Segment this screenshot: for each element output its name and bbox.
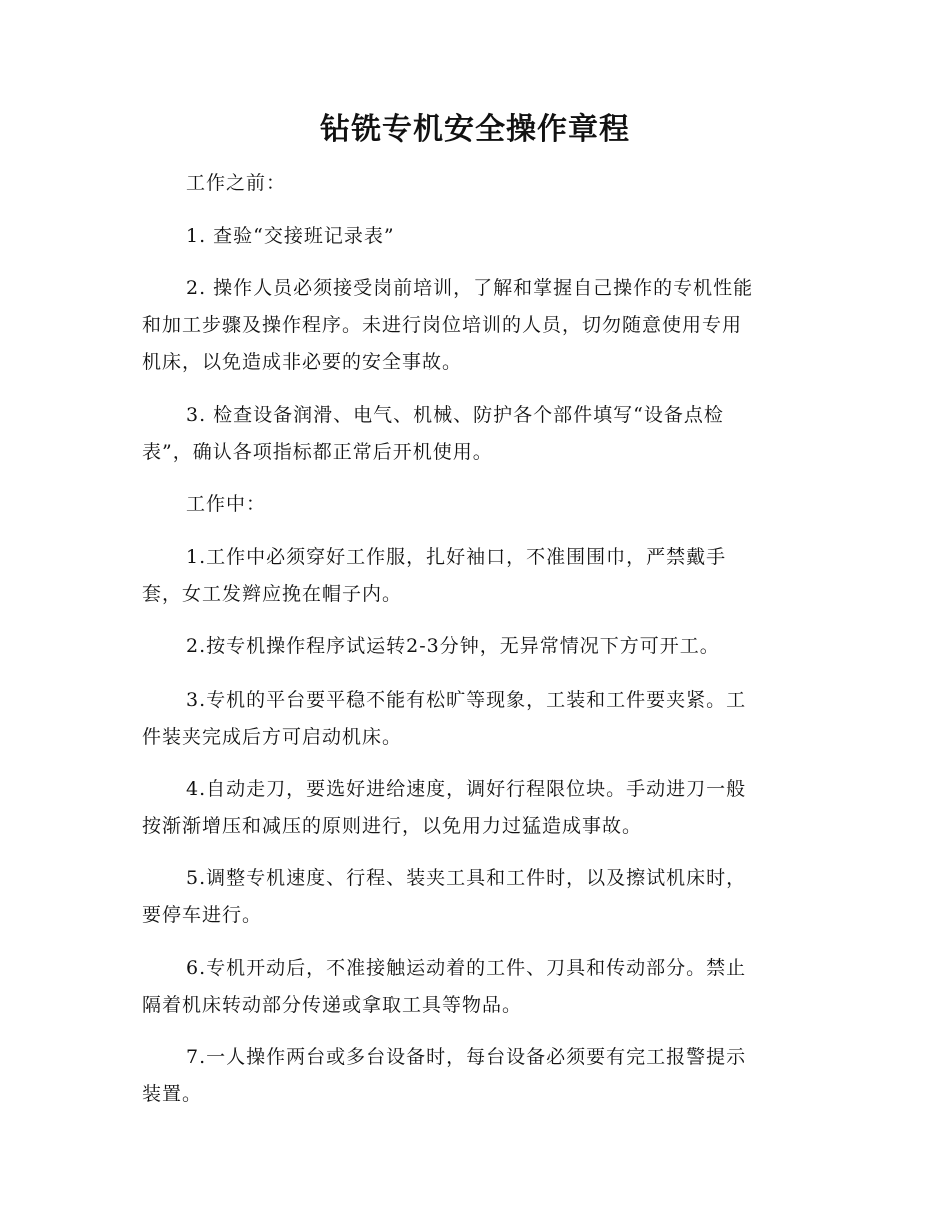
during-item-4-line-1: 4.自动走刀，要选好进给速度，调好行程限位块。手动进刀一般 (186, 778, 747, 800)
during-item-1-line-2: 套，女工发辫应挽在帽子内。 (142, 583, 403, 605)
before-item-3-line-1: 3. 检查设备润滑、电气、机械、防护各个部件填写“设备点检 (186, 404, 724, 426)
during-item-7-line-1: 7.一人操作两台或多台设备时，每台设备必须要有完工报警提示 (186, 1046, 747, 1068)
before-item-2-line-1: 2. 操作人员必须接受岗前培训，了解和掌握自己操作的专机性能 (186, 277, 754, 299)
during-item-5-line-2: 要停车进行。 (142, 904, 263, 926)
during-item-6-line-2: 隔着机床转动部分传递或拿取工具等物品。 (142, 994, 523, 1016)
during-item-4-line-2: 按渐渐增压和减压的原则进行，以免用力过猛造成事故。 (142, 815, 643, 837)
during-item-7-line-2: 装置。 (142, 1083, 203, 1105)
during-item-2-line-1: 2.按专机操作程序试运转2-3分钟，无异常情况下方可开工。 (186, 635, 720, 657)
before-item-2-line-3: 机床，以免造成非必要的安全事故。 (142, 351, 463, 373)
document-title: 钻铣专机安全操作章程 (320, 112, 630, 147)
section-heading-before-work: 工作之前： (186, 172, 287, 194)
during-item-3-line-1: 3.专机的平台要平稳不能有松旷等现象，工装和工件要夹紧。工 (186, 689, 747, 711)
before-item-3-line-2: 表”，确认各项指标都正常后开机使用。 (142, 441, 493, 463)
during-item-3-line-2: 件装夹完成后方可启动机床。 (142, 726, 403, 748)
during-item-6-line-1: 6.专机开动后，不准接触运动着的工件、刀具和传动部分。禁止 (186, 957, 747, 979)
before-item-2-line-2: 和加工步骤及操作程序。未进行岗位培训的人员，切勿随意使用专用 (142, 314, 743, 336)
during-item-5-line-1: 5.调整专机速度、行程、装夹工具和工件时，以及擦试机床时， (186, 867, 747, 889)
section-heading-during-work: 工作中： (186, 493, 267, 515)
before-item-1-line-1: 1. 查验“交接班记录表” (186, 225, 395, 247)
during-item-1-line-1: 1.工作中必须穿好工作服，扎好袖口，不准围围巾，严禁戴手 (186, 546, 727, 568)
